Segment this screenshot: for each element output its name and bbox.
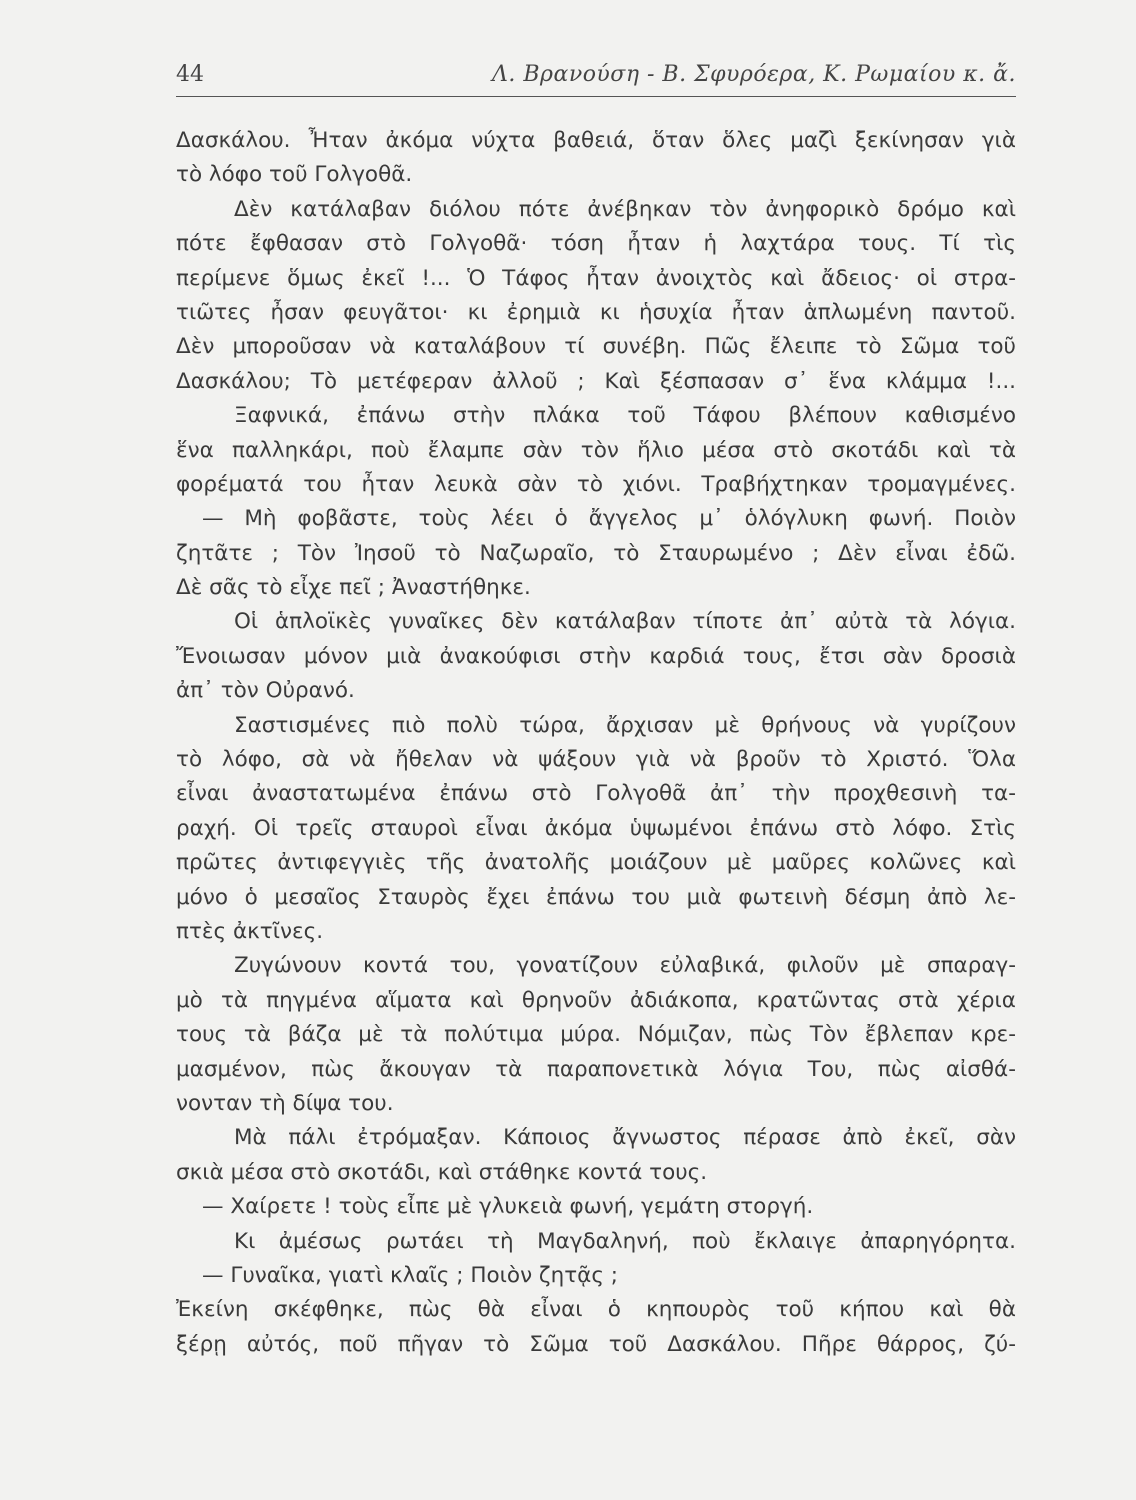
text-line: Σαστισμένες πιὸ πολὺ τώρα, ἄρχισαν μὲ θρήνους νὰ γυρίζουν <box>234 712 1016 738</box>
text-line: ξέρῃ αὐτός, ποῦ πῆγαν τὸ Σῶμα τοῦ Δασκάλου. Πῆρε θάρρος, ζύ- <box>176 1331 1016 1357</box>
text-line: τὸ λόφο, σὰ νὰ ἤθελαν νὰ ψάξουν γιὰ νὰ βροῦν τὸ Χριστό. Ὅλα <box>176 747 1016 773</box>
text-line: Ἐκείνη σκέφθηκε, πὼς θὰ εἶναι ὁ κηπουρὸς τοῦ κήπου καὶ θὰ <box>176 1297 1016 1323</box>
text-line: πτὲς ἀκτῖνες. <box>176 918 324 944</box>
text-line: ἀπ᾽ τὸν Οὐρανό. <box>176 678 355 704</box>
text-line: Δὲν κατάλαβαν διόλου πότε ἀνέβηκαν τὸν ἀνηφορικὸ δρόμο καὶ <box>234 196 1016 222</box>
text-line: Ξαφνικά, ἐπάνω στὴν πλάκα τοῦ Τάφου βλέπουν καθισμένο <box>234 403 1016 429</box>
text-line: πρῶτες ἀντιφεγγιὲς τῆς ἀνατολῆς μοιάζουν μὲ μαῦρες κολῶνες καὶ <box>176 850 1016 876</box>
text-line: σκιὰ μέσα στὸ σκοτάδι, καὶ στάθηκε κοντά τους. <box>176 1159 708 1185</box>
text-line: Μὰ πάλι ἐτρόμαξαν. Κάποιος ἄγνωστος πέρασε ἀπὸ ἐκεῖ, σὰν <box>234 1125 1016 1151</box>
text-line: Δὲν μποροῦσαν νὰ καταλάβουν τί συνέβη. Πῶς ἔλειπε τὸ Σῶμα τοῦ <box>176 334 1016 360</box>
text-line: μόνο ὁ μεσαῖος Σταυρὸς ἔχει ἐπάνω του μιὰ φωτεινὴ δέσμη ἀπὸ λε- <box>176 884 1016 910</box>
page-header <box>176 56 1016 97</box>
text-line: — Γυναῖκα, γιατὶ κλαῖς ; Ποιὸν ζητᾷς ; <box>202 1262 619 1288</box>
text-line: — Μὴ φοβᾶστε, τοὺς λέει ὁ ἄγγελος μ᾽ ὁλόγλυκη φωνή. Ποιὸν <box>202 506 1016 532</box>
body-text <box>176 124 1016 1362</box>
text-line: ζητᾶτε ; Τὸν Ἰησοῦ τὸ Ναζωραῖο, τὸ Σταυρωμένο ; Δὲν εἶναι ἐδῶ. <box>176 540 1016 566</box>
text-line: Οἱ ἁπλοϊκὲς γυναῖκες δὲν κατάλαβαν τίποτε ἀπ᾽ αὐτὰ τὰ λόγια. <box>234 609 1016 635</box>
text-line: Δὲ σᾶς τὸ εἶχε πεῖ ; Ἀναστήθηκε. <box>176 575 531 601</box>
text-line: εἶναι ἀναστατωμένα ἐπάνω στὸ Γολγοθᾶ ἀπ᾽ τὴν προχθεσινὴ τα- <box>176 781 1016 807</box>
text-line: μασμένον, πὼς ἄκουγαν τὰ παραπονετικὰ λόγια Του, πὼς αἰσθά- <box>176 1056 1016 1082</box>
running-title: Λ. Βρανούση - Β. Σφυρόερα, Κ. Ρωμαίου κ. ἄ. <box>491 62 1016 87</box>
text-line: τὸ λόφο τοῦ Γολγοθᾶ. <box>176 162 413 188</box>
text-line: ἕνα παλληκάρι, ποὺ ἔλαμπε σὰν τὸν ἥλιο μέσα στὸ σκοτάδι καὶ τὰ <box>176 437 1016 463</box>
text-line: νονταν τὴ δίψα του. <box>176 1090 394 1116</box>
page-number: 44 <box>176 62 204 87</box>
text-line: Δασκάλου. Ἦταν ἀκόμα νύχτα βαθειά, ὅταν ὅλες μαζὶ ξεκίνησαν γιὰ <box>176 128 1016 153</box>
text-line: Κι ἀμέσως ρωτάει τὴ Μαγδαληνή, ποὺ ἔκλαιγε ἀπαρηγόρητα. <box>234 1228 1016 1254</box>
text-line: περίμενε ὅμως ἐκεῖ !... Ὁ Τάφος ἦταν ἀνοιχτὸς καὶ ἄδειος· οἱ στρα- <box>176 265 1016 291</box>
text-line: τιῶτες ἦσαν φευγᾶτοι· κι ἐρημιὰ κι ἡσυχία ἦταν ἁπλωμένη παντοῦ. <box>176 299 1016 325</box>
text-line: μὸ τὰ πηγμένα αἵματα καὶ θρηνοῦν ἀδιάκοπα, κρατῶντας στὰ χέρια <box>176 987 1016 1013</box>
text-line: πότε ἔφθασαν στὸ Γολγοθᾶ· τόση ἦταν ἡ λαχτάρα τους. Τί τὶς <box>176 231 1016 257</box>
text-line: Ζυγώνουν κοντά του, γονατίζουν εὐλαβικά, φιλοῦν μὲ σπαραγ- <box>234 953 1016 979</box>
text-line: φορέματά του ἦταν λευκὰ σὰν τὸ χιόνι. Τραβήχτηκαν τρομαγμένες. <box>176 471 1016 497</box>
text-line: Δασκάλου; Τὸ μετέφεραν ἀλλοῦ ; Καὶ ξέσπασαν σ᾽ ἕνα κλάμμα !... <box>176 368 1016 394</box>
text-line: τους τὰ βάζα μὲ τὰ πολύτιμα μύρα. Νόμιζαν, πὼς Τὸν ἔβλεπαν κρε- <box>176 1022 1016 1048</box>
text-line: Ἔνοιωσαν μόνον μιὰ ἀνακούφισι στὴν καρδιά τους, ἔτσι σὰν δροσιὰ <box>176 643 1016 669</box>
text-line: ραχή. Οἱ τρεῖς σταυροὶ εἶναι ἀκόμα ὑψωμένοι ἐπάνω στὸ λόφο. Στὶς <box>176 815 1016 841</box>
text-line: — Χαίρετε ! τοὺς εἶπε μὲ γλυκειὰ φωνή, γεμάτη στοργή. <box>202 1194 814 1220</box>
